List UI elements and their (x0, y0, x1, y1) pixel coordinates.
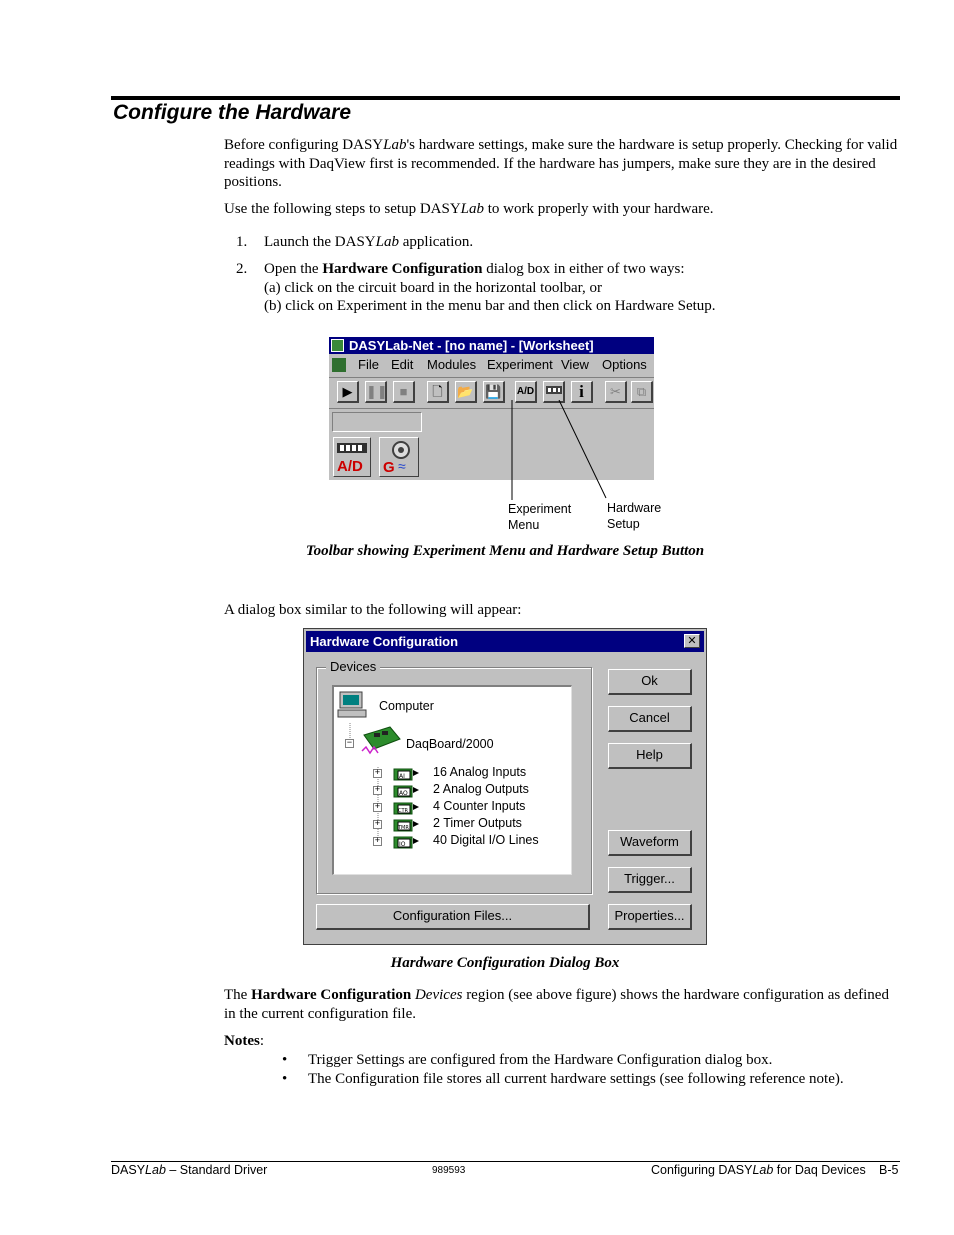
intro-paragraph-2: Use the following steps to setup DASYLab to work properly with your hardware. (224, 201, 714, 217)
tree-child-analog-inputs[interactable]: 16 Analog Inputs (433, 765, 527, 779)
expand-icon[interactable]: + (374, 768, 381, 778)
collapse-icon[interactable]: − (346, 738, 353, 748)
callout-experiment-menu: Experiment Menu (508, 502, 572, 532)
note-item-1: Trigger Settings are configured from the Hardware Configuration dialog box. (308, 1052, 773, 1068)
app-icon (331, 339, 344, 352)
top-rule (111, 96, 900, 100)
digital-io-chip-icon (392, 835, 422, 849)
dialog-title: Hardware Configuration (310, 634, 459, 649)
expand-icon[interactable]: + (374, 836, 381, 846)
module-ad-button[interactable] (333, 437, 371, 477)
properties-button[interactable]: Properties... (608, 904, 692, 930)
module-field (332, 412, 422, 432)
intro-paragraph-1: Before configuring DASYLab's hardware settings, make sure the hardware is setup properly. Checking for valid readings with DaqView first is recommended. If the hardware has jumpers, make sure they are in the desired positions. (224, 137, 898, 190)
timer-chip-icon (392, 818, 422, 832)
menu-options[interactable]: Options (602, 357, 647, 372)
analog-input-chip-icon (392, 767, 422, 781)
devices-paragraph: The Hardware Configuration Devices region (see above figure) shows the hardware configuration as defined in the current configuration file. (224, 987, 889, 1022)
svg-text:TMR: TMR (398, 825, 409, 831)
cut-icon[interactable]: ✂ (605, 381, 627, 403)
expand-icon[interactable]: + (374, 819, 381, 829)
page-title: Configure the Hardware (113, 101, 352, 124)
bullet-icon: • (282, 1052, 288, 1068)
toolbar-caption: Toolbar showing Experiment Menu and Hardware Setup Button (305, 543, 705, 559)
footer-page-number: B-5 (879, 1163, 899, 1177)
tree-board-label[interactable]: DaqBoard/2000 (406, 737, 494, 751)
devices-group-label: Devices (326, 659, 380, 674)
computer-icon (337, 690, 367, 720)
window-titlebar (329, 337, 654, 354)
help-button[interactable]: Help (608, 743, 692, 769)
dialog-titlebar (306, 631, 704, 652)
dialog-caption: Hardware Configuration Dialog Box (390, 955, 620, 971)
expand-icon[interactable]: + (374, 802, 381, 812)
callout-hardware-setup: Hardware Setup (607, 501, 662, 531)
tree-child-analog-outputs[interactable]: 2 Analog Outputs (433, 782, 529, 796)
tree-root-label[interactable]: Computer (379, 699, 434, 713)
menu-bar (329, 355, 654, 375)
cancel-button[interactable]: Cancel (608, 706, 692, 732)
menu-modules[interactable]: Modules (427, 357, 477, 372)
device-tree[interactable] (332, 685, 572, 875)
menu-experiment[interactable]: Experiment (487, 357, 553, 372)
trigger-button[interactable]: Trigger... (608, 867, 692, 893)
footer-left: DASYLab – Standard Driver (111, 1163, 268, 1177)
window-title: DASYLab-Net - [no name] - [Worksheet] (349, 338, 594, 353)
ok-button[interactable]: Ok (608, 669, 692, 695)
step-2-option-b: (b) click on Experiment in the menu bar and then click on Hardware Setup. (264, 298, 716, 314)
notes-heading: Notes: (224, 1033, 264, 1049)
new-file-icon[interactable]: 🗋 (427, 381, 449, 403)
module-g-label: G (383, 459, 395, 476)
counter-chip-icon (392, 801, 422, 815)
start-icon[interactable]: ▶ (337, 381, 359, 403)
stop-icon[interactable]: ■ (393, 381, 415, 403)
experiment-ad-icon[interactable]: A/D (515, 381, 537, 403)
pause-icon[interactable]: ❚❚ (365, 381, 387, 403)
bullet-icon: • (282, 1071, 288, 1087)
configuration-files-button[interactable]: Configuration Files... (316, 904, 590, 930)
waveform-button[interactable]: Waveform (608, 830, 692, 856)
copy-icon[interactable]: ⧉ (631, 381, 653, 403)
module-ad-label: A/D (337, 458, 363, 475)
analog-output-chip-icon (392, 784, 422, 798)
svg-text:CTR: CTR (398, 808, 409, 814)
menu-file[interactable]: File (358, 357, 379, 372)
step-2-text: Open the Hardware Configuration dialog box in either of two ways: (264, 261, 685, 277)
dialog-intro: A dialog box similar to the following will appear: (224, 602, 522, 618)
open-folder-icon[interactable]: 📂 (455, 381, 477, 403)
menu-view[interactable]: View (561, 357, 589, 372)
svg-text:AO: AO (399, 790, 408, 797)
tree-child-counter-inputs[interactable]: 4 Counter Inputs (433, 799, 526, 813)
info-icon[interactable]: i (571, 381, 593, 403)
svg-text:IO: IO (399, 841, 406, 848)
tree-child-timer-outputs[interactable]: 2 Timer Outputs (433, 816, 522, 830)
step-2-number: 2. (236, 261, 248, 277)
close-icon[interactable]: ✕ (684, 634, 700, 648)
gauge-icon (390, 440, 412, 460)
note-item-2: The Configuration file stores all current hardware settings (see following reference note). (308, 1071, 844, 1087)
expand-icon[interactable]: + (374, 785, 381, 795)
daq-board-icon (360, 725, 402, 757)
step-1-number: 1. (236, 234, 248, 250)
menu-edit[interactable]: Edit (391, 357, 414, 372)
wave-icon: ≈ (398, 458, 406, 474)
save-disk-icon[interactable]: 💾 (483, 381, 505, 403)
step-1-text: Launch the DASYLab application. (264, 234, 474, 250)
step-2-option-a: (a) click on the circuit board in the horizontal toolbar, or (264, 280, 603, 296)
hardware-config-dialog (303, 628, 707, 945)
footer-doc-number: 989593 (432, 1165, 466, 1176)
doc-icon (332, 358, 346, 372)
footer-right: Configuring DASYLab for Daq Devices (651, 1163, 866, 1177)
svg-text:AI: AI (399, 773, 405, 780)
module-g-button[interactable] (379, 437, 419, 477)
callout-lines (500, 400, 620, 510)
footer-rule (111, 1161, 900, 1162)
tree-child-digital-io[interactable]: 40 Digital I/O Lines (433, 833, 539, 847)
